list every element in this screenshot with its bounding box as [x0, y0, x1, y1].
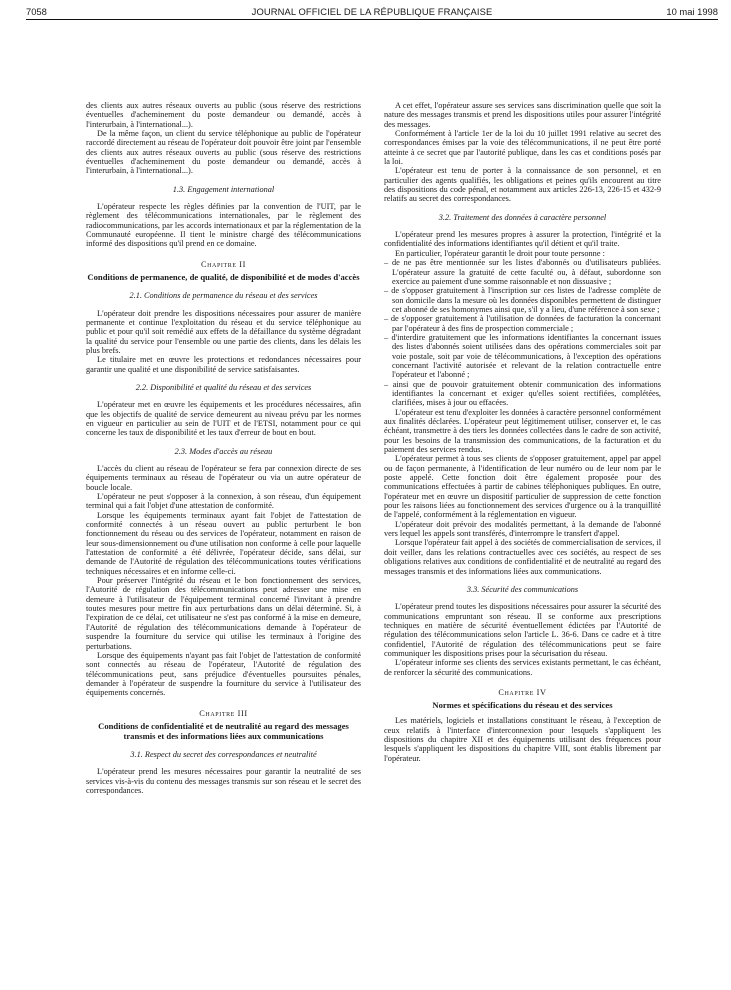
paragraph: L'opérateur prend les mesures propres à assurer la protection, l'intégrité et la confidentialité des informations identifiantes qu'il détient et qu'il traite.: [384, 230, 661, 249]
journal-title: JOURNAL OFFICIEL DE LA RÉPUBLIQUE FRANÇAISE: [251, 6, 493, 17]
section-heading: 2.3. Modes d'accès au réseau: [174, 446, 273, 456]
paragraph: Pour préserver l'intégrité du réseau et le bon fonctionnement des services, l'Autorité de régulation des télécommunications peut adresser une mise en demeure à l'utilisateur de l'équipement terminal concerné l'invitant à prendre toutes mesures pour mettre fin aux perturbations dans un délai déterminé. Si, à l'expiration de ce délai, cet utilisateur ne s'est pas conformé à la mise en demeure, l'Autorité de régulation des télécommunications demande à l'opérateur de suspendre la fourniture du service qui utilise les terminaux à l'origine des perturbations.: [86, 576, 361, 651]
paragraph: Lorsque les équipements terminaux ayant fait l'objet de l'attestation de conformité connectés à un réseau ouvert au public perturbent le bon fonctionnement du réseau ou des services de l'opérateur, notamment en raison de leur sous-dimensionnement ou d'une utilisation non conforme à celle pour laquelle l'attestation de conformité a été délivrée, l'opérateur décide, sans délai, sur demande de l'Autorité de régulation des télécommunications toutes vérifications techniques nécessaires et en informe celle-ci.: [86, 510, 361, 576]
paragraph: L'opérateur doit prendre les dispositions nécessaires pour assurer de manière permanente et continue l'exploitation du réseau et du service téléphonique au public et pour qu'il soit remédié aux effets de la défaillance du système dégradant la qualité du service pour l'ensemble ou une partie des clients, dans les délais les plus brefs.: [86, 308, 361, 355]
section-heading: 3.3. Sécurité des communications: [466, 584, 579, 594]
section-heading: 2.2. Disponibilité et qualité du réseau et des services: [135, 382, 312, 392]
paragraph: L'opérateur informe ses clients des services existants permettant, le cas échéant, de renforcer la sécurité des communications.: [384, 658, 661, 677]
paragraph: des clients aux autres réseaux ouverts au public (sous réserve des restrictions éventuelles d'acheminement du poste demandeur ou demandé, accès à l'interurbain, à l'international...).: [86, 101, 361, 129]
paragraph: L'opérateur prend les mesures nécessaires pour garantir la neutralité de ses services vis-à-vis du contenu des messages transmis sur son réseau et le secret des correspondances.: [86, 767, 361, 795]
paragraph: Le titulaire met en œuvre les protections et redondances nécessaires pour garantir une qualité et une disponibilité de service satisfaisantes.: [86, 355, 361, 374]
section-heading: 1.3. Engagement international: [172, 184, 275, 194]
chapter-title: Normes et spécifications du réseau et des services: [432, 700, 613, 711]
list-item: – ainsi que de pouvoir gratuitement obtenir communication des informations identifiantes la concernant et exiger qu'elles soient rectifiées, complétées, clarifiées, mises à jour ou effacées.: [384, 380, 661, 408]
right-column: [384, 101, 661, 763]
paragraph: L'opérateur est tenu d'exploiter les données à caractère personnel conformément aux finalités déclarées. L'opérateur peut légitimement utiliser, conserver et, le cas échéant, transmettre à des tiers les données collectées dans le cadre de son activité, pour les besoins de la transmission des communications, de la facturation et du paiement des services rendus.: [384, 407, 661, 455]
section-heading: 3.1. Respect du secret des correspondances et neutralité: [130, 749, 317, 759]
paragraph: Les matériels, logiciels et installations constituant le réseau, à l'exception de ceux relatifs à l'interface d'interconnexion pour lesquels s'appliquent les dispositions du chapitre XII et des équipements utilisant des fréquences pour lesquels s'appliquent les dispositions du chapitre VIII, sont établis librement par l'opérateur.: [384, 716, 661, 763]
section-heading: 2.1. Conditions de permanence du réseau et des services: [129, 291, 318, 301]
paragraph: L'opérateur permet à tous ses clients de s'opposer gratuitement, appel par appel ou de façon permanente, à l'identification de leur numéro ou de leur nom par le poste appelé. Cette fonction doit être également proposée pour des communications effectuées à partir de cabines téléphoniques publiques. En outre, l'opérateur met en œuvre un dispositif particulier de suppression de cette fonction pour les raisons liées au fonctionnement des services d'urgence ou à la tranquillité de l'appelé, conformément à la réglementation en vigueur.: [384, 454, 661, 520]
list-item: – d'interdire gratuitement que les informations identifiantes la concernant issues des listes d'abonnés soient utilisées dans des opérations commerciales soit par voie postale, soit par voie de télécommunications, à l'exception des opérations concernant l'activité autorisée et relevant de la relation contractuelle entre l'opérateur et l'abonné ;: [384, 333, 661, 380]
paragraph: L'opérateur prend toutes les dispositions nécessaires pour assurer la sécurité des communications empruntant son réseau. Il se conforme aux prescriptions techniques en matière de sécurité éventuellement édictées par l'Autorité de régulation des télécommunications selon l'article L. 36-6. Dans ce cadre et à titre confidentiel, l'Autorité de régulation des télécommunications peut se faire communiquer les dispositions prises pour la sécurisation du réseau.: [384, 602, 661, 658]
section-heading: 3.2. Traitement des données à caractère personnel: [438, 212, 607, 222]
list-item: – de s'opposer gratuitement à l'inscription sur ces listes de l'adresse complète de son domicile dans la mesure où les données disponibles permettent de distinguer cet abonné de ses homonymes ainsi que, s'il y a lieu, d'une référence à son sexe ;: [384, 286, 661, 314]
chapter-title: Conditions de confidentialité et de neutralité au regard des messages transmis et des informations liées aux communications: [98, 720, 349, 741]
paragraph: L'opérateur est tenu de porter à la connaissance de son personnel, et en particulier des agents qualifiés, les obligations et peines qu'ils encourent au titre des dispositions du code pénal, et notamment aux articles 226-13, 226-15 et 432-9 relatifs au secret des correspondances.: [384, 166, 661, 204]
chapter-label: Chapitre IV: [498, 687, 547, 697]
chapter-label: Chapitre II: [200, 259, 247, 269]
paragraph: En particulier, l'opérateur garantit le droit pour toute personne :: [395, 248, 605, 258]
left-column: [86, 101, 361, 795]
paragraph: L'opérateur doit prévoir des modalités permettant, à la demande de l'abonné vers lequel les appels sont transférés, d'interrompre le transfert d'appel.: [384, 519, 661, 539]
paragraph: L'opérateur ne peut s'opposer à la connexion, à son réseau, d'un équipement terminal qui a fait l'objet d'une attestation de conformité.: [86, 492, 361, 511]
publication-date: 10 mai 1998: [666, 6, 718, 17]
chapter-title: Conditions de permanence, de qualité, de disponibilité et de modes d'accès: [87, 272, 360, 283]
paragraph: Lorsque des équipements n'ayant pas fait l'objet de l'attestation de conformité sont connectés au réseau de l'opérateur, l'Autorité de régulation des télécommunications peut, sans préjudice d'éventuelles poursuites pénales, demander à l'opérateur de suspendre la fourniture du service à l'utilisateur des équipements concernés.: [86, 650, 361, 698]
paragraph: A cet effet, l'opérateur assure ses services sans discrimination quelle que soit la nature des messages transmis et prend les dispositions utiles pour assurer l'intégrité des messages.: [384, 101, 661, 129]
paragraph: Lorsque l'opérateur fait appel à des sociétés de commercialisation de services, il doit veiller, dans les relations contractuelles avec ces sociétés, au respect de ses obligations relatives aux conditions de confidentialité et de neutralité au regard des messages transmis et des informations liées aux communications.: [384, 538, 661, 576]
header-rule: [26, 19, 718, 20]
paragraph: L'accès du client au réseau de l'opérateur se fera par connexion directe de ses équipements terminaux au réseau de l'opérateur ou via un autre opérateur de boucle locale.: [86, 463, 361, 492]
paragraph: De la même façon, un client du service téléphonique au public de l'opérateur raccordé directement au réseau de l'opérateur doit pouvoir être joint par l'ensemble des clients aux autres réseaux ouverts au public (sous réserve des restrictions éventuelles d'acheminement du poste demandeur ou demandé, accès à l'interurbain, à l'international...).: [86, 129, 361, 176]
paragraph: L'opérateur respecte les règles définies par la convention de l'UIT, par le règlement des télécommunications internationales, par le règlement des radiocommunications, par les accords internationaux et par la réglementation de la Communauté européenne. Il tient le ministre chargé des télécommunications informé des dispositions qu'il prend en ce domaine.: [86, 202, 361, 249]
paragraph: Conformément à l'article 1er de la loi du 10 juillet 1991 relative au secret des correspondances émises par la voie des télécommunications, il ne peut être porté atteinte à ce secret que par l'autorité publique, dans les cas et conditions posés par la loi.: [384, 129, 661, 167]
paragraph: L'opérateur met en œuvre les équipements et les procédures nécessaires, afin que les objectifs de qualité de service demeurent au niveau prévu par les normes en vigueur en particulier au sein de l'UIT et de l'ETSI, notamment pour ce qui concerne les taux de disponibilité et les taux d'erreur de bout en bout.: [86, 400, 361, 438]
page-number: 7058: [26, 6, 47, 17]
list-item: – de s'opposer gratuitement à l'utilisation de données de facturation la concernant par l'opérateur à des fins de prospection commerciale ;: [384, 314, 661, 333]
chapter-label: Chapitre III: [199, 708, 248, 718]
list-item: – de ne pas être mentionnée sur les listes d'abonnés ou d'utilisateurs publiées. L'opérateur assure la gratuité de cette faculté ou, à défaut, subordonne son exercice au paiement d'une somme raisonnable et non dissuasive ;: [384, 258, 661, 286]
